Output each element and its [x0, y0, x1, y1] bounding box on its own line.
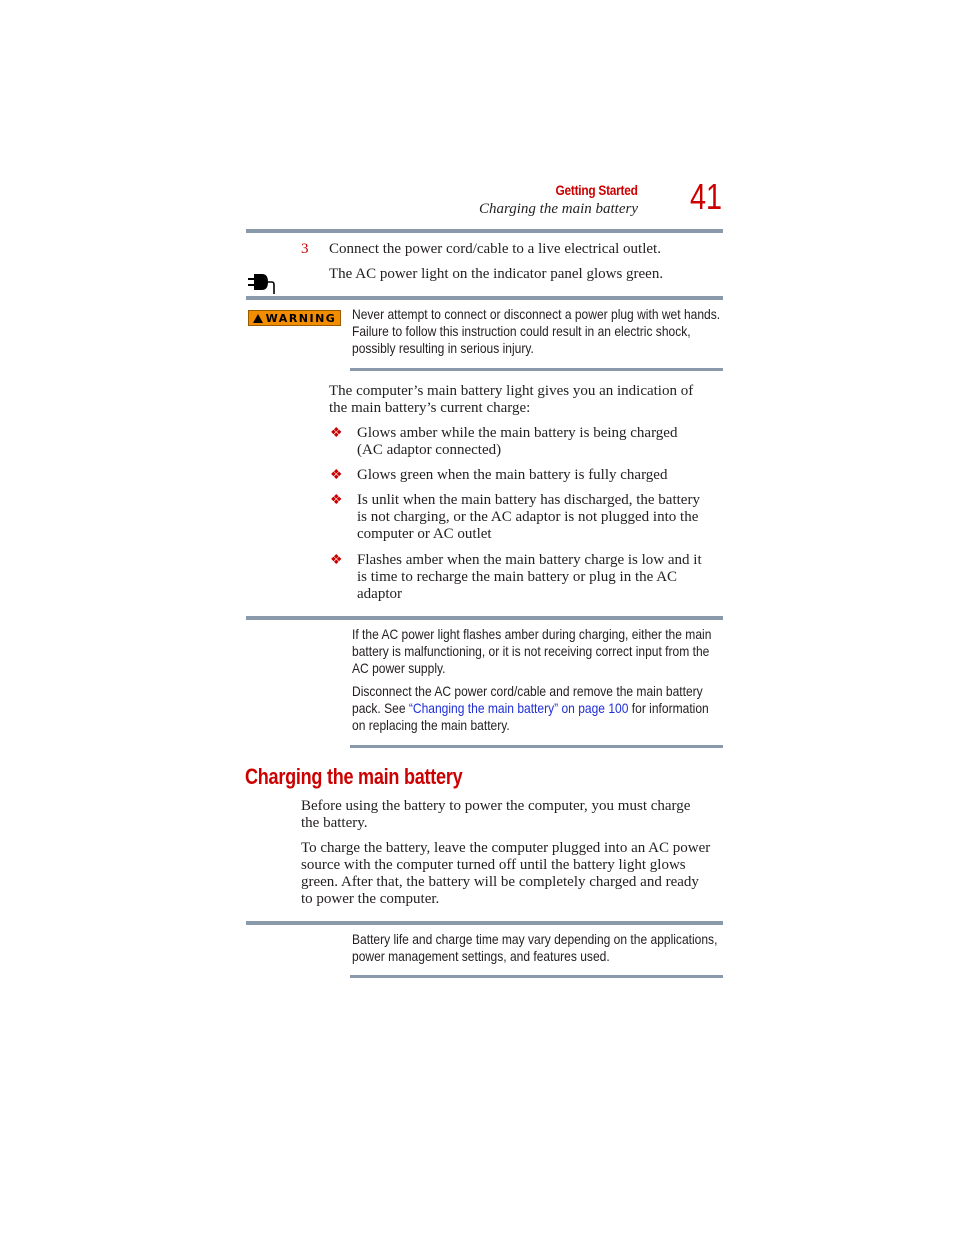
- warning-badge: [248, 310, 341, 326]
- paragraph-line: Before using the battery to power the computer, you must charge: [301, 798, 691, 814]
- step-number: 3: [301, 241, 309, 257]
- note-line: battery is malfunctioning, or it is not receiving correct input from the: [352, 643, 710, 659]
- note2-bottom-rule: [350, 975, 723, 978]
- note-line: AC power supply.: [352, 660, 446, 676]
- section-paragraph: [301, 798, 690, 832]
- intro-line: The computer’s main battery light gives you an indication of: [329, 383, 694, 399]
- note-text-span: pack. See: [352, 700, 409, 716]
- list-item-line: Glows green when the main battery is fully charged: [357, 467, 668, 483]
- note-line: [352, 700, 711, 717]
- step-text: Connect the power cord/cable to a live electrical outlet.: [329, 241, 661, 257]
- section-paragraph: [301, 840, 710, 908]
- list-item-line: Is unlit when the main battery has discharged, the battery: [357, 492, 700, 508]
- battery-light-intro: [329, 383, 693, 417]
- paragraph-line: to power the computer.: [301, 891, 440, 907]
- list-item-line: Flashes amber when the main battery charge is low and it: [357, 552, 702, 568]
- bullet-icon: ❖: [330, 426, 343, 441]
- list-item: [357, 425, 677, 459]
- list-item-line: computer or AC outlet: [357, 526, 492, 542]
- bullet-icon: ❖: [330, 468, 343, 483]
- note2-text: [352, 931, 717, 965]
- warning-line: Never attempt to connect or disconnect a power plug with wet hands.: [352, 306, 721, 322]
- bullet-icon: ❖: [330, 493, 343, 508]
- list-item-line: is not charging, or the AC adaptor is not plugged into the: [357, 509, 699, 525]
- cross-reference-link[interactable]: “Changing the main battery” on page 100: [408, 700, 629, 716]
- note-line: on replacing the main battery.: [352, 717, 510, 733]
- warning-line: Failure to follow this instruction could result in an electric shock,: [352, 323, 691, 339]
- bullet-icon: ❖: [330, 553, 343, 568]
- paragraph-line: source with the computer turned off until the battery light glows: [301, 857, 686, 873]
- intro-line: the main battery’s current charge:: [329, 400, 531, 416]
- list-item-line: is time to recharge the main battery or plug in the AC: [357, 569, 678, 585]
- list-item: [357, 492, 700, 543]
- note-line: If the AC power light flashes amber during charging, either the main: [352, 626, 712, 642]
- paragraph-line: the battery.: [301, 815, 368, 831]
- warning-triangle-icon: [253, 314, 263, 323]
- paragraph-line: green. After that, the battery will be completely charged and ready: [301, 874, 699, 890]
- warning-text: [352, 306, 720, 357]
- note2-top-rule: [246, 921, 723, 925]
- warning-line: possibly resulting in serious injury.: [352, 340, 534, 356]
- page-number: 41: [690, 176, 723, 217]
- note-text-span: for information: [628, 700, 709, 716]
- warning-bottom-rule: [350, 368, 723, 371]
- warning-label: WARNING: [265, 311, 337, 325]
- list-item: [357, 467, 667, 484]
- warning-top-rule: [246, 296, 723, 300]
- note-line: Disconnect the AC power cord/cable and remove the main battery: [352, 683, 703, 699]
- list-item-line: Glows amber while the main battery is being charged: [357, 425, 678, 441]
- list-item-line: adaptor: [357, 586, 402, 602]
- note-line: power management settings, and features used.: [352, 948, 610, 964]
- running-header-section: Getting Started: [555, 182, 638, 198]
- running-header-topic: Charging the main battery: [478, 201, 638, 217]
- paragraph-line: To charge the battery, leave the computer plugged into an AC power: [301, 840, 711, 856]
- section-heading: Charging the main battery: [245, 764, 463, 789]
- list-item: [357, 552, 702, 603]
- header-rule: [246, 229, 723, 233]
- note-bottom-rule: [350, 745, 723, 748]
- note-line: Battery life and charge time may vary depending on the applications,: [352, 931, 718, 947]
- list-item-line: (AC adaptor connected): [357, 442, 502, 458]
- note-top-rule: [246, 616, 723, 620]
- note-text: [352, 626, 711, 734]
- step-result: The AC power light on the indicator panel glows green.: [329, 266, 664, 282]
